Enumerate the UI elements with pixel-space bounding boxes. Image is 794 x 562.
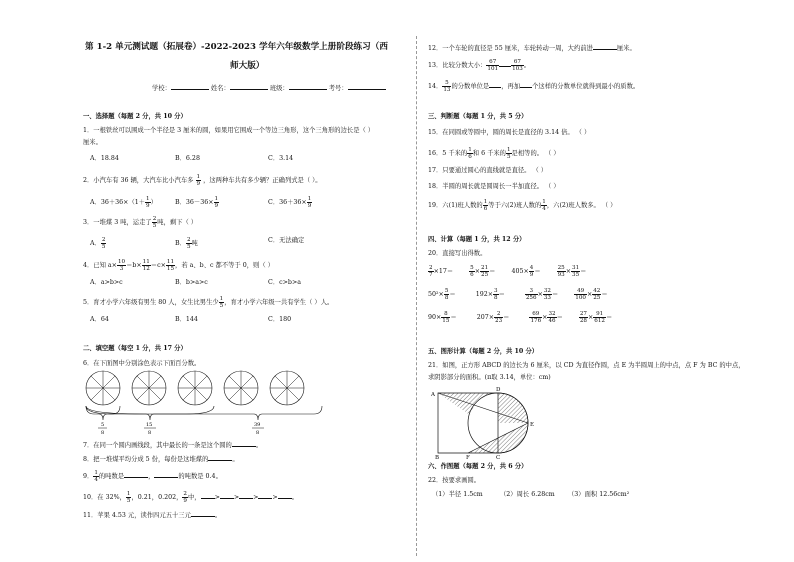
q1-option-c[interactable]: C．3.14 — [268, 155, 294, 162]
section-3-heading: 三、判断题（每题 1 分，共 5 分） — [428, 113, 528, 120]
judge-19: 19．六(1)班人数的 $\frac{1}{6}$ 等于六(2)班人数的 $\frac{1}{4}$ ，六(2)班人数多。 （ ） — [428, 199, 617, 212]
question-1-cont: 厘米。 — [83, 139, 102, 146]
label-3-num: 39 — [254, 422, 261, 428]
q22-item-1: （1）半径 1.5cm — [432, 491, 483, 498]
exam-no-field[interactable] — [348, 83, 386, 90]
question-5: 5．育才小学六年级有男生 80 人，女生比男生少 $\frac{1}{5}$ ，育才小学六年级一共有学生（ ）人。 — [83, 296, 334, 309]
label-1-num: 5 — [101, 422, 105, 428]
label-3-den: 8 — [256, 430, 260, 436]
question-10: 10．在 32%， $\frac{1}{5}$ ，0.21，0.202， $\frac{2}{9}$ 中， > > > > 。 — [83, 491, 298, 504]
question-22: 22．按要求画圆。 — [428, 477, 481, 484]
name-field[interactable] — [230, 83, 268, 90]
label-2-den: 8 — [148, 430, 152, 436]
section-6-heading: 六、作图题（每题 2 分，共 6 分） — [428, 463, 528, 470]
q5-option-c[interactable]: C．180 — [268, 316, 292, 323]
question-4: 4．已知 a× $\frac{10}{3}$ ＝b× $\frac{11}{12}$ ＝c× $\frac{11}{15}$ ，若 a、b、c 都不等于 0，则（ ） — [83, 259, 274, 272]
question-3: 3．一堆煤 3 吨，运走了 $\frac{2}{5}$ 吨，剩下（ ） — [83, 216, 198, 229]
judge-15: 15．在同圆或等圆中，圆的周长是直径的 3.14 倍。 （ ） — [428, 129, 591, 136]
question-6: 6．在下面图中分别涂色表示下面百分数。 — [83, 360, 201, 367]
judge-18: 18．半圆的周长就是圆周长一半加直径。 （ ） — [428, 183, 560, 190]
school-field[interactable] — [171, 83, 209, 90]
class-field[interactable] — [289, 83, 327, 90]
label-2-num: 15 — [146, 422, 153, 428]
question-2 — [83, 174, 322, 187]
label-1-den: 8 — [101, 430, 105, 436]
title-line-1: 第 1-2 单元测试题（拓展卷）-2022-2023 学年六年级数学上册阶段练习（西 — [85, 42, 388, 52]
q1-option-a[interactable]: A．18.84 — [90, 155, 119, 162]
calc-row-1: $\frac{2}{7}$ ×17＝ $\frac{5}{6}$ × $\frac{21}{25}$ ＝ 405× $\frac{4}{9}$ ＝ $\frac{25}{93}$ × $\frac{31}{35}$ ＝ — [429, 265, 587, 278]
label-f: F — [466, 455, 470, 459]
q1-option-b[interactable]: B．6.28 — [175, 155, 200, 162]
question-20: 20．直接写出得数。 — [428, 250, 487, 257]
brace-3 — [86, 406, 322, 420]
q5-option-b[interactable]: B．144 — [175, 316, 198, 323]
section-2-heading: 二、填空题（每空 1 分，共 17 分） — [83, 345, 187, 352]
q2-option-c[interactable]: C．36＋36× $\frac{1}{9}$ — [268, 196, 312, 209]
brace-2 — [86, 406, 214, 420]
q22-item-2: （2）周长 6.28cm — [500, 491, 555, 498]
judge-17: 17．只要通过圆心的直线就是直径。 （ ） — [428, 167, 548, 174]
brace-1 — [86, 406, 120, 420]
shaded-right-top — [498, 393, 528, 423]
label-c: C — [496, 455, 501, 459]
calc-row-2: 50²× $\frac{5}{8}$ ＝ 192× $\frac{3}{8}$ ＝ $\frac{3}{256}$ × $\frac{32}{33}$ ＝ $\frac{49}{100}$ × $\frac{42}{25}$ ＝ — [428, 288, 608, 301]
question-8: 8．把一堆煤平均分成 5 份，每份是这堆煤的 。 — [83, 456, 239, 463]
q22-item-3: （3）面积 12.56cm² — [568, 491, 630, 498]
question-13: 13．比较分数大小： $\frac{67}{101}$ $\frac{67}{103}$ 。 — [428, 59, 531, 72]
q4-option-a[interactable]: A．a>b>c — [90, 279, 123, 286]
q3-option-c[interactable]: C．无法确定 — [268, 237, 305, 244]
question-12: 12．一个车轮的直径是 55 厘米，车轮转动一周，大约前进 厘米。 — [428, 45, 636, 52]
judge-16: 16．5 千米的 $\frac{1}{6}$ 和 6 千米的 $\frac{1}{5}$ 是相等的。 （ ） — [428, 147, 560, 160]
label-d: D — [496, 387, 501, 393]
q4-option-c[interactable]: C．c>b>a — [268, 279, 301, 286]
name-label: 姓名： — [210, 85, 230, 92]
label-e: E — [530, 422, 535, 428]
q5-option-a[interactable]: A．64 — [90, 316, 109, 323]
question-11: 11．苹果 4.53 元，读作四元五十三元 。 — [83, 512, 222, 519]
label-a: A — [431, 392, 435, 398]
question-21-line-1: 21．如图，正方形 ABCD 的边长为 6 厘米，以 CD 为直径作圆，点 E 为半圆周上的中点，点 F 为 BC 的中点， — [428, 362, 745, 369]
q2-option-a[interactable]: A．36＋36×（1＋ $\frac{1}{9}$ ） — [90, 196, 157, 209]
q2-tail: ，这两种车共有多少辆？正确列式是（ ）。 — [203, 177, 322, 184]
question-21-line-2: 求阴影部分的面积。(π取 3.14，单位：cm) — [428, 374, 551, 381]
class-label: 班级： — [269, 85, 289, 92]
geometry-figure — [430, 387, 540, 459]
calc-row-3: 90× $\frac{8}{15}$ ＝ 207× $\frac{2}{23}$ ＝ $\frac{69}{176}$ × $\frac{32}{46}$ ＝ $\frac{27}{28}$ × $\frac{91}{612}$ ＝ — [428, 311, 613, 324]
label-b: B — [435, 455, 440, 459]
title-line-2: 师大版） — [230, 61, 265, 71]
column-divider — [416, 36, 417, 556]
section-4-heading: 四、计算（每题 1 分，共 12 分） — [428, 236, 526, 243]
q2-fraction: $\frac{1}{9}$ — [196, 174, 201, 187]
q2-text: 2．小汽车有 36 辆，大汽车比小汽车多 — [83, 177, 194, 184]
exam-no-label: 考号： — [328, 85, 348, 92]
student-info — [152, 83, 386, 93]
question-7: 7．在同一个圆内画线段，其中最长的一条是这个圆的 。 — [83, 442, 263, 449]
pie-circles-figure — [84, 368, 324, 438]
q4-option-b[interactable]: B．b>a>c — [175, 279, 208, 286]
section-5-heading: 五、图形计算（每题 2 分，共 10 分） — [428, 348, 539, 355]
question-1: 1．一根铁丝可以围成一个半径是 3 厘米的圆，如果用它围成一个等边三角形，这个三角形的边长是（ ） — [83, 127, 375, 134]
q2-option-b[interactable]: B．36－36× $\frac{1}{9}$ — [175, 196, 219, 209]
q3-option-a[interactable]: A． $\frac{2}{5}$ — [90, 237, 106, 250]
question-14: 14． $\frac{5}{13}$ 的分数单位是 ，再加 个这样的分数单位就得到最小的质数。 — [428, 80, 640, 93]
q3-option-b[interactable]: B． $\frac{2}{5}$ 吨 — [175, 237, 198, 250]
school-label: 学校： — [152, 85, 171, 92]
section-1-heading: 一、选择题（每题 2 分，共 10 分） — [83, 113, 187, 120]
question-9: 9． $\frac{1}{4}$ 的吨数是 ， 的吨数是 0.4。 — [83, 470, 222, 483]
